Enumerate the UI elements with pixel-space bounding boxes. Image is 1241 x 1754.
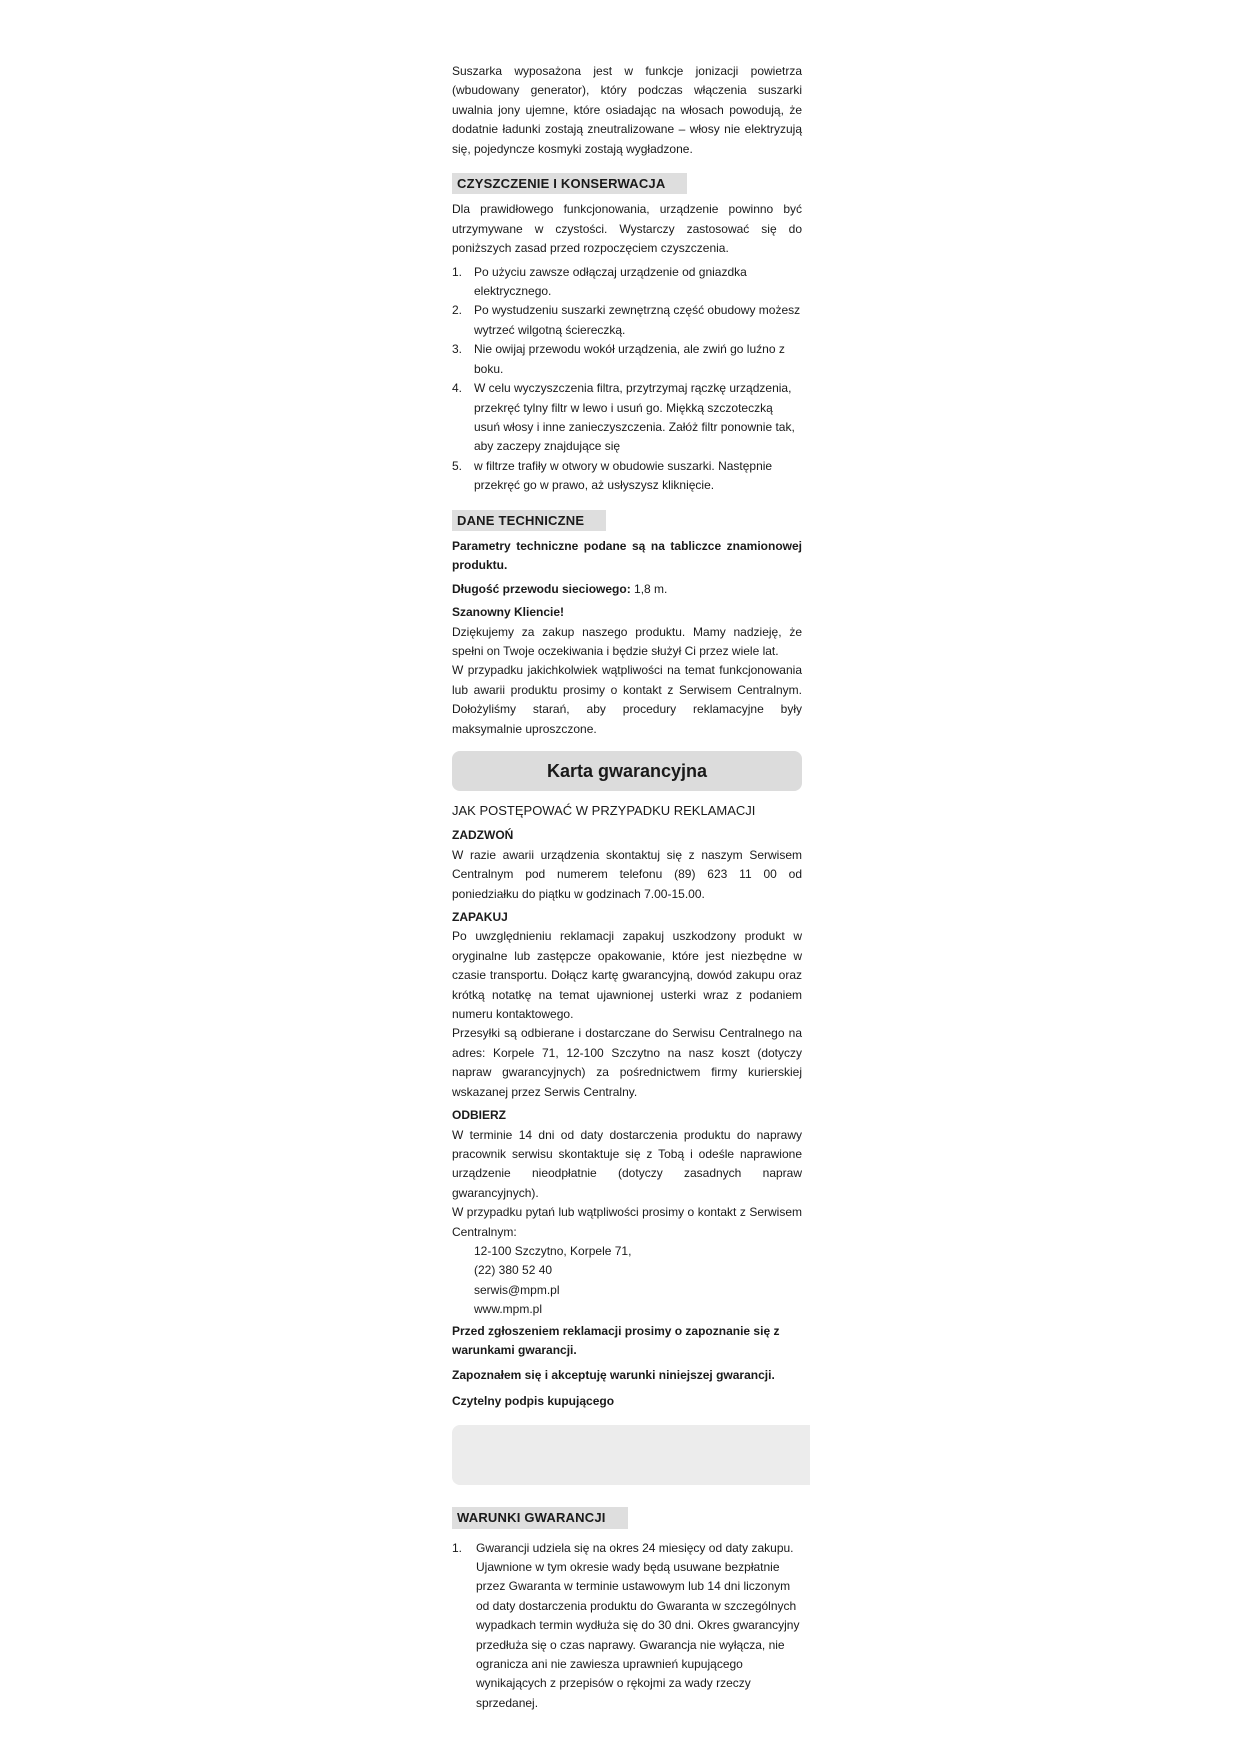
- receive-text: W terminie 14 dni od daty dostarczenia produktu do naprawy pracownik serwisu skontaktuje się z Tobą i odeśle naprawione urządzenie nieodpłatnie (dotyczy zasadnych napraw gwarancyjnych).: [452, 1127, 802, 1200]
- call-heading: ZADZWOŃ: [452, 828, 514, 843]
- before-complaint-note: Przed zgłoszeniem reklamacji prosimy o zapoznanie się z warunkami gwarancji.: [452, 1323, 780, 1357]
- warranty-terms-list: [452, 1539, 802, 1714]
- warranty-card-title: Karta gwarancyjna: [452, 751, 802, 791]
- doubts-paragraph: W przypadku jakichkolwiek wątpliwości na temat funkcjonowania lub awarii produktu prosimy o kontakt z Serwisem Centralnym. Dołożyliśmy starań, aby procedury reklamacyjne były maksymalnie uproszczone.: [452, 663, 802, 736]
- shipping-text: Przesyłki są odbierane i dostarczane do Serwisu Centralnego na adres: Korpele 71, 12-100 Szczytno na nasz koszt (dotyczy napraw gwarancyjnych) za pośrednictwem firmy kurierskiej wskazanej przez Serwis Centralny.: [452, 1026, 802, 1099]
- list-item: 1. Po użyciu zawsze odłączaj urządzenie od gniazdka elektrycznego.: [452, 264, 747, 299]
- pack-text: Po uwzględnieniu reklamacji zapakuj uszkodzony produkt w oryginalne lub zastępcze opakowanie, które jest niezbędne w czasie transportu. Dołącz kartę gwarancyjną, dowód zakupu oraz krótką notatkę na temat ujawnionej usterki wraz z podaniem numeru kontaktowego.: [452, 929, 802, 1022]
- cleaning-intro: Dla prawidłowego funkcjonowania, urządzenie powinno być utrzymywane w czystości. Wystarczy zastosować się do poniższych zasad przed rozpoczęciem czyszczenia.: [452, 202, 802, 256]
- thanks-paragraph: Dziękujemy za zakup naszego produktu. Mamy nadzieję, że spełni on Twoje oczekiwania i będzie służył Ci przez wiele lat.: [452, 624, 802, 658]
- signature-field[interactable]: [452, 1425, 810, 1485]
- manual-page: [452, 62, 802, 1713]
- accept-terms: Zapoznałem się i akceptuję warunki niniejszej gwarancji.: [452, 1368, 775, 1383]
- list-item: 5. w filtrze trafiły w otwory w obudowie suszarki. Następnie przekręć go w prawo, aż usłyszysz kliknięcie.: [452, 458, 773, 493]
- ionization-paragraph: Suszarka wyposażona jest w funkcje jonizacji powietrza (wbudowany generator), który podczas włączenia suszarki uwalnia jony ujemne, które osiadając na włosach powodują, że dodatnie ładunki zostają zneutralizowane – włosy nie elektryzują się, pojedyncze kosmyki zostają wygładzone.: [452, 64, 802, 156]
- service-address: 12-100 Szczytno, Korpele 71, (22) 380 52 40 serwis@mpm.pl www.mpm.pl: [452, 1242, 802, 1320]
- pack-heading: ZAPAKUJ: [452, 910, 508, 925]
- cleaning-heading: CZYSZCZENIE I KONSERWACJA: [452, 173, 687, 194]
- list-item: 2. Po wystudzeniu suszarki zewnętrzną część obudowy możesz wytrzeć wilgotną ściereczką.: [452, 303, 801, 337]
- signature-label: Czytelny podpis kupującego: [452, 1393, 615, 1408]
- list-item: 3. Nie owijaj przewodu wokół urządzenia, ale zwiń go luźno z boku.: [452, 342, 785, 376]
- service-email: serwis@mpm.pl: [474, 1282, 560, 1297]
- warranty-terms-heading: WARUNKI GWARANCJI: [452, 1507, 628, 1528]
- contact-text: W przypadku pytań lub wątpliwości prosimy o kontakt z Serwisem Centralnym:: [452, 1205, 802, 1239]
- receive-heading: ODBIERZ: [452, 1108, 506, 1123]
- service-phone: (22) 380 52 40: [474, 1263, 553, 1278]
- complaint-procedure-heading: JAK POSTĘPOWAĆ W PRZYPADKU REKLAMACJI: [452, 803, 756, 818]
- cable-length: Długość przewodu sieciowego: 1,8 m.: [452, 581, 668, 596]
- service-website: www.mpm.pl: [474, 1302, 543, 1317]
- list-item: 1. Gwarancji udziela się na okres 24 miesięcy od daty zakupu. Ujawnione w tym okresie wady będą usuwane bezpłatnie przez Gwaranta w terminie ustawowym lub 14 dni liczonym od daty dostarczenia produktu do Gwaranta w szczególnych wypadkach termin wydłuża się do 30 dni. Okres gwarancyjny przedłuża się o czas naprawy. Gwarancja nie wyłącza, nie ogranicza ani nie zawiesza uprawnień kupującego wynikających z przepisów o rękojmi za wady rzeczy sprzedanej.: [452, 1540, 800, 1710]
- tech-params: Parametry techniczne podane są na tabliczce znamionowej produktu.: [452, 538, 802, 573]
- tech-heading: DANE TECHNICZNE: [452, 510, 606, 531]
- list-item: 4. W celu wyczyszczenia filtra, przytrzymaj rączkę urządzenia, przekręć tylny filtr w lewo i usuń go. Miękką szczoteczką usuń włosy i inne zanieczyszczenia. Załóż filtr ponownie tak, aby zaczepy znajdujące się: [452, 381, 795, 454]
- cleaning-list: [452, 263, 802, 496]
- call-text: W razie awarii urządzenia skontaktuj się z naszym Serwisem Centralnym pod numerem telefonu (89) 623 11 00 od poniedziałku do piątku w godzinach 7.00-15.00.: [452, 847, 802, 901]
- dear-customer: Szanowny Kliencie!: [452, 605, 565, 620]
